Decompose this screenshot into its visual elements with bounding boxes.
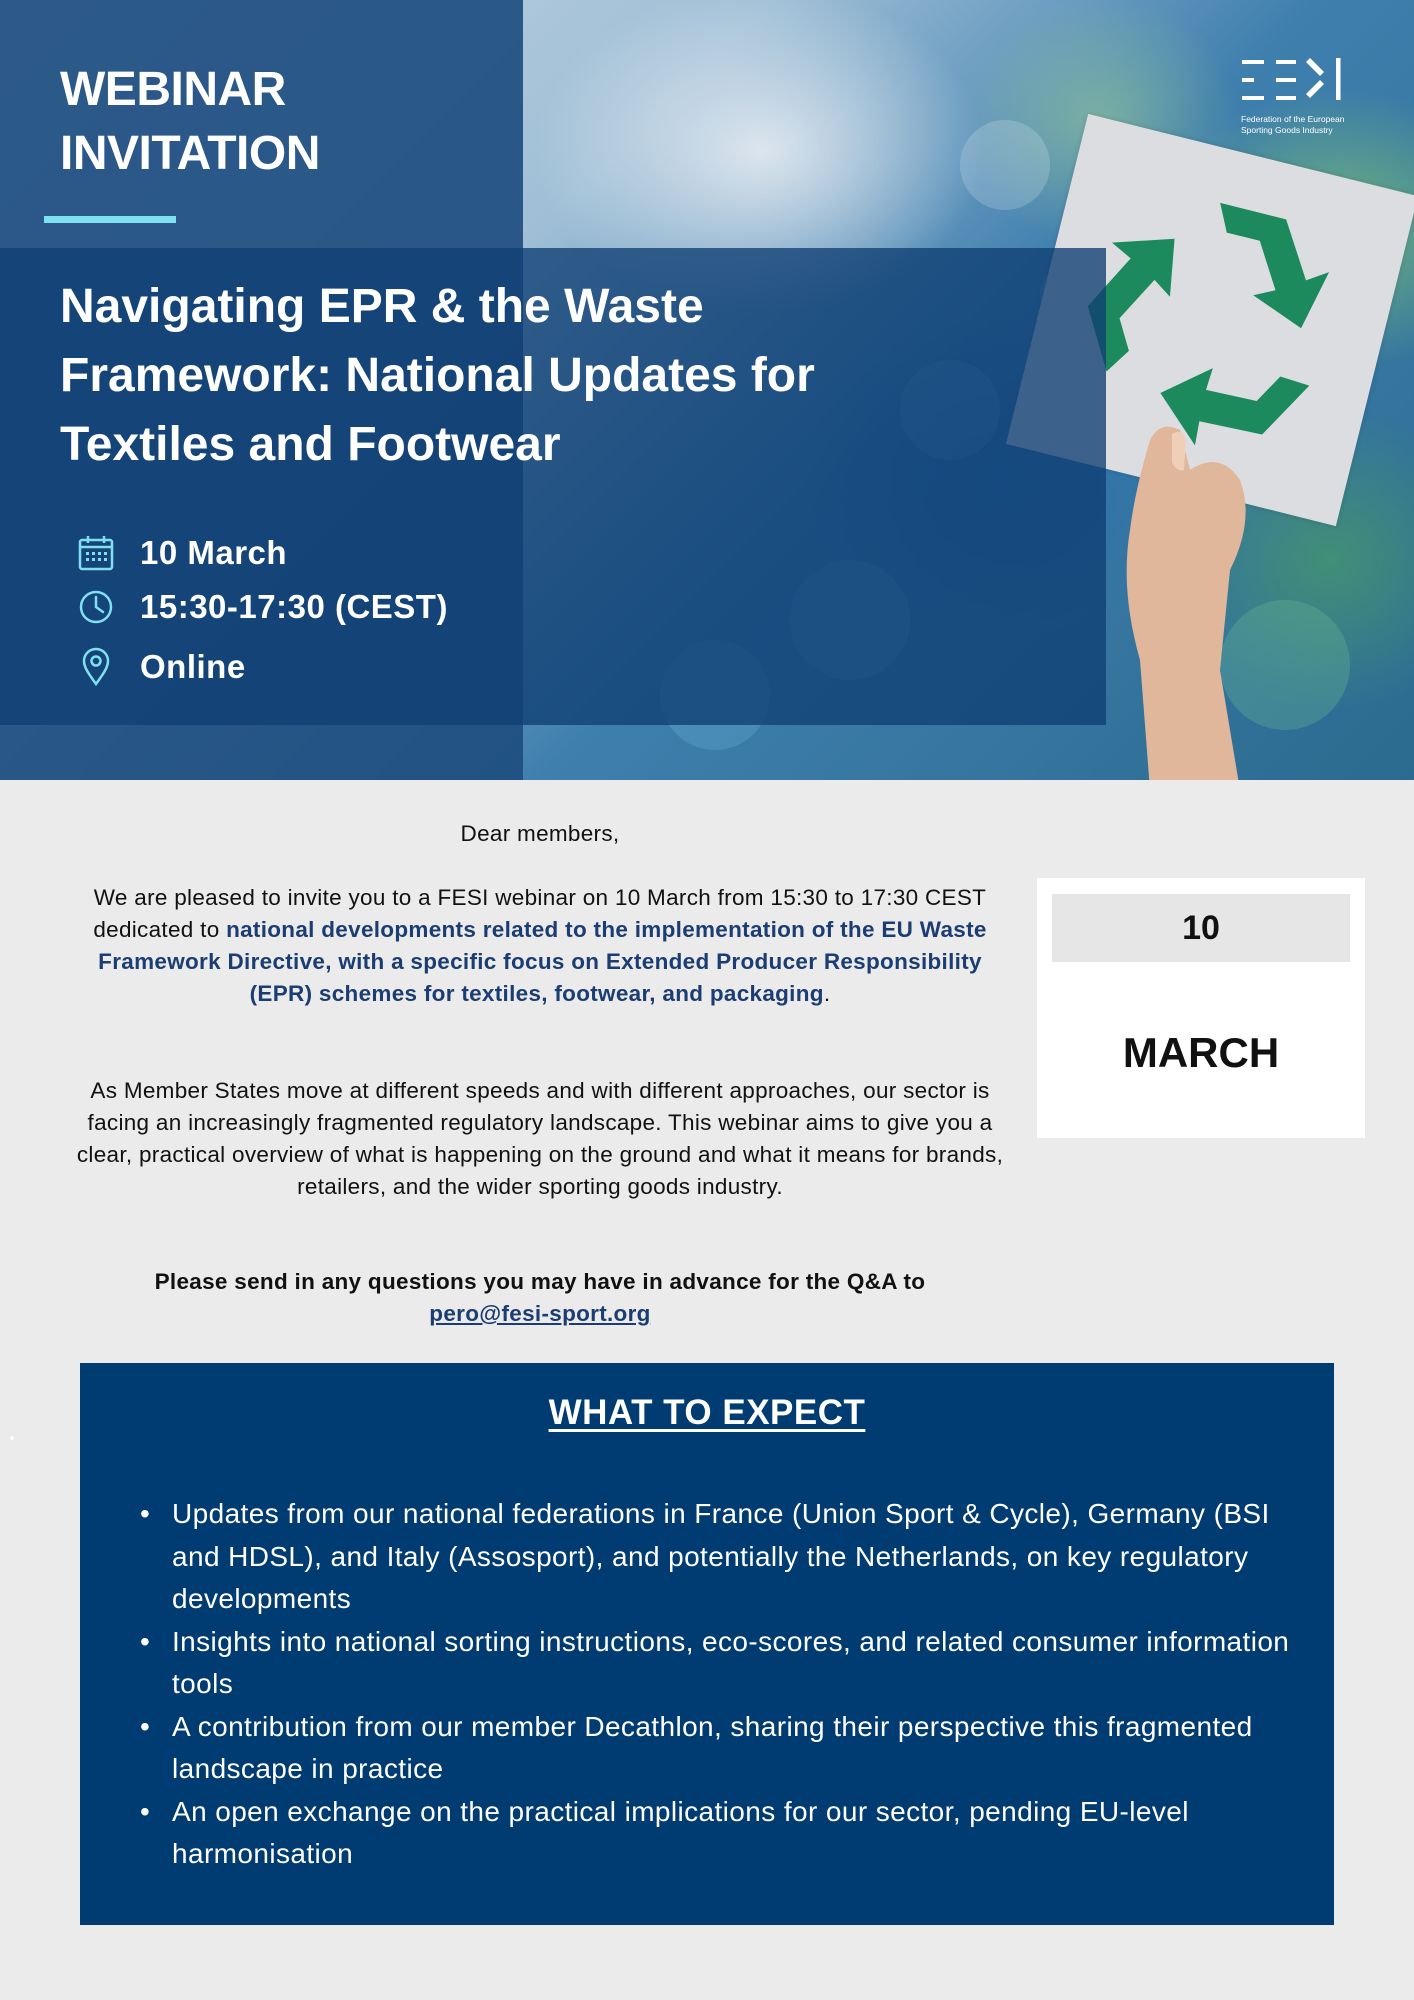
event-date: 10 March xyxy=(140,534,288,571)
webinar-label: WEBINAR INVITATION xyxy=(60,63,320,180)
intro-end: . xyxy=(823,981,831,1006)
fesi-logo-subtitle: Federation of the European Sporting Goods Industry xyxy=(1241,114,1345,135)
what-to-expect-section xyxy=(80,1363,1334,1925)
event-title: Navigating EPR & the Waste Framework: National Updates for Textiles and Footwear xyxy=(60,280,815,471)
event-time: 15:30-17:30 (CEST) xyxy=(140,588,448,625)
intro-highlight: national developments related to the implementation of the EU Waste Framework Directive, with a specific focus on Extended Producer Responsibility (EPR) schemes for textiles, footwear, and packaging xyxy=(98,917,987,1006)
date-card-month: MARCH xyxy=(1122,1029,1280,1076)
hand-illustration xyxy=(1080,410,1280,780)
questions-text: Please send in any questions you may have in advance for the Q&A to xyxy=(154,1269,926,1294)
what-to-expect-title: WHAT TO EXPECT xyxy=(548,1393,866,1432)
clock-icon xyxy=(76,587,116,627)
event-location: Online xyxy=(140,648,246,685)
list-item: • Insights into national sorting instructions, eco-scores, and related consumer information tools xyxy=(172,1621,1302,1706)
list-item: • An open exchange on the practical implications for our sector, pending EU-level harmonisation xyxy=(172,1791,1302,1876)
accent-line xyxy=(44,216,176,223)
contact-email-link[interactable]: pero@fesi-sport.org xyxy=(429,1301,651,1326)
letter-greeting: Dear members, xyxy=(460,821,620,846)
letter-paragraph-questions xyxy=(70,1266,1010,1330)
expect-list xyxy=(172,1493,1302,1876)
list-item: • Updates from our national federations in France (Union Sport & Cycle), Germany (BSI and HDSL), and Italy (Assosport), and potentially the Netherlands, on key regulatory developments xyxy=(172,1493,1302,1621)
meta-location-row xyxy=(76,643,246,691)
date-card xyxy=(1037,878,1365,1138)
list-item: • A contribution from our member Decathlon, sharing their perspective this fragmented landscape in practice xyxy=(172,1706,1302,1791)
meta-time-row xyxy=(76,583,448,631)
date-card-day: 10 xyxy=(1052,894,1350,962)
location-pin-icon xyxy=(76,647,116,687)
meta-date-row xyxy=(76,529,287,577)
bokeh-circle xyxy=(960,120,1050,210)
decorative-dot xyxy=(10,1436,14,1440)
intro-text: We are pleased to invite you to a FESI webinar on 10 March from 15:30 to 17:30 CEST dedicated to xyxy=(93,885,987,942)
letter-paragraph-context: As Member States move at different speeds and with different approaches, our sector is facing an increasingly fragmented regulatory landscape. This webinar aims to give you a clear, practical overview of what is happening on the ground and what it means for brands, retailers, and the wider sporting goods industry. xyxy=(76,1078,1004,1199)
calendar-icon xyxy=(76,533,116,573)
hero-banner xyxy=(0,0,1414,780)
letter-paragraph-intro xyxy=(70,882,1010,1010)
